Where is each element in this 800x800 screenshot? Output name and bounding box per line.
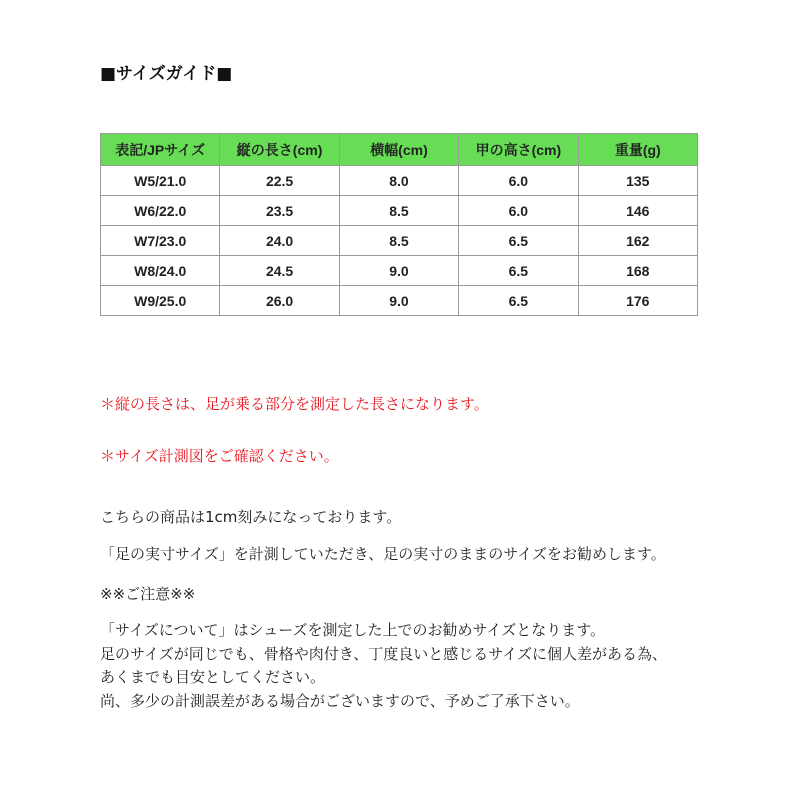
column-header-instep-height: 甲の高さ(cm) bbox=[459, 134, 578, 166]
column-header-weight: 重量(g) bbox=[578, 134, 697, 166]
table-cell-size: W9/25.0 bbox=[101, 286, 220, 316]
table-cell-instep-height: 6.5 bbox=[459, 256, 578, 286]
caution-line: 足のサイズが同じでも、骨格や肉付き、丁度良いと感じるサイズに個人差がある為、 bbox=[100, 644, 668, 663]
table-row bbox=[101, 286, 698, 316]
column-header-length: 縦の長さ(cm) bbox=[220, 134, 339, 166]
table-cell-instep-height: 6.0 bbox=[459, 166, 578, 196]
caution-line: 尚、多少の計測誤差がある場合がございますので、予めご了承下さい。 bbox=[100, 691, 580, 710]
table-cell-size: W6/22.0 bbox=[101, 196, 220, 226]
table-cell-instep-height: 6.5 bbox=[459, 286, 578, 316]
measurement-note: ＊縦の長さは、足が乗る部分を測定した長さになります。 bbox=[100, 395, 489, 413]
column-header-size: 表記/JPサイズ bbox=[101, 134, 220, 166]
table-cell-length: 26.0 bbox=[220, 286, 339, 316]
table-cell-width: 8.0 bbox=[339, 166, 458, 196]
size-diagram-note: ＊サイズ計測図をご確認ください。 bbox=[100, 447, 339, 465]
table-cell-weight: 135 bbox=[578, 166, 697, 196]
table-cell-weight: 176 bbox=[578, 286, 697, 316]
table-cell-size: W7/23.0 bbox=[101, 226, 220, 256]
table-cell-length: 23.5 bbox=[220, 196, 339, 226]
table-cell-weight: 146 bbox=[578, 196, 697, 226]
page-title: ■サイズガイド■ bbox=[100, 64, 233, 84]
table-header-row bbox=[101, 134, 698, 166]
increment-paragraph: こちらの商品は1cm刻みになっております。 bbox=[100, 508, 402, 526]
table-cell-instep-height: 6.0 bbox=[459, 196, 578, 226]
table-cell-size: W5/21.0 bbox=[101, 166, 220, 196]
table-cell-width: 9.0 bbox=[339, 256, 458, 286]
table-cell-size: W8/24.0 bbox=[101, 256, 220, 286]
column-header-width: 横幅(cm) bbox=[339, 134, 458, 166]
table-cell-length: 24.0 bbox=[220, 226, 339, 256]
table-cell-width: 9.0 bbox=[339, 286, 458, 316]
table-row bbox=[101, 166, 698, 196]
table-row bbox=[101, 226, 698, 256]
table-cell-width: 8.5 bbox=[339, 196, 458, 226]
table-row bbox=[101, 196, 698, 226]
table-row bbox=[101, 256, 698, 286]
caution-line: あくまでも目安としてください。 bbox=[100, 668, 326, 686]
table-cell-weight: 168 bbox=[578, 256, 697, 286]
caution-line: 「サイズについて」はシューズを測定した上でのお勧めサイズとなります。 bbox=[100, 621, 606, 639]
size-table bbox=[100, 133, 698, 316]
table-cell-instep-height: 6.5 bbox=[459, 226, 578, 256]
recommendation-paragraph: 「足の実寸サイズ」を計測していただき、足の実寸のままのサイズをお勧めします。 bbox=[100, 545, 666, 563]
caution-text-block bbox=[100, 619, 667, 713]
caution-heading: ※※ご注意※※ bbox=[100, 585, 196, 603]
table-cell-length: 22.5 bbox=[220, 166, 339, 196]
table-cell-weight: 162 bbox=[578, 226, 697, 256]
table-cell-width: 8.5 bbox=[339, 226, 458, 256]
table-cell-length: 24.5 bbox=[220, 256, 339, 286]
